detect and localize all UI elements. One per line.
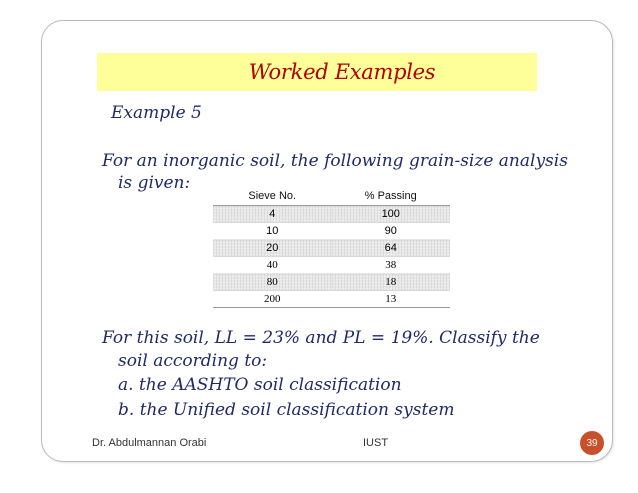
option-a: a. the AASHTO soil classification	[118, 375, 402, 395]
sieve-no-cell: 80	[213, 274, 332, 291]
page-number-badge: 39	[580, 431, 604, 455]
title-band	[97, 53, 537, 91]
sieve-no-cell: 20	[213, 240, 332, 257]
percent-passing-cell: 90	[332, 223, 451, 240]
slide-title: Worked Examples	[248, 60, 436, 84]
footer-author: Dr. Abdulmannan Orabi	[92, 437, 207, 449]
question-line-2: soil according to:	[118, 351, 268, 371]
percent-passing-cell: 100	[332, 206, 451, 223]
percent-passing-cell: 38	[332, 257, 451, 274]
sieve-no-cell: 10	[213, 223, 332, 240]
question-line-1: For this soil, LL = 23% and PL = 19%. Classify the	[102, 328, 540, 348]
intro-line-2: is given:	[118, 173, 191, 193]
table-row	[213, 274, 450, 291]
table-row	[213, 206, 450, 223]
table-row	[213, 240, 450, 257]
intro-line-1: For an inorganic soil, the following grain-size analysis	[102, 151, 568, 171]
percent-passing-cell: 18	[332, 274, 451, 291]
table-row	[213, 257, 450, 274]
option-b: b. the Unified soil classification system	[118, 400, 455, 420]
footer-org: IUST	[363, 437, 389, 449]
sieve-no-cell: 200	[213, 291, 332, 308]
sieve-analysis-table	[213, 186, 450, 308]
table-header-row	[213, 186, 450, 206]
header-percent-passing: % Passing	[332, 186, 451, 206]
table-row	[213, 291, 450, 308]
example-label: Example 5	[111, 103, 202, 123]
header-sieve-no: Sieve No.	[213, 186, 332, 206]
sieve-no-cell: 40	[213, 257, 332, 274]
sieve-no-cell: 4	[213, 206, 332, 223]
table-row	[213, 223, 450, 240]
percent-passing-cell: 13	[332, 291, 451, 308]
percent-passing-cell: 64	[332, 240, 451, 257]
